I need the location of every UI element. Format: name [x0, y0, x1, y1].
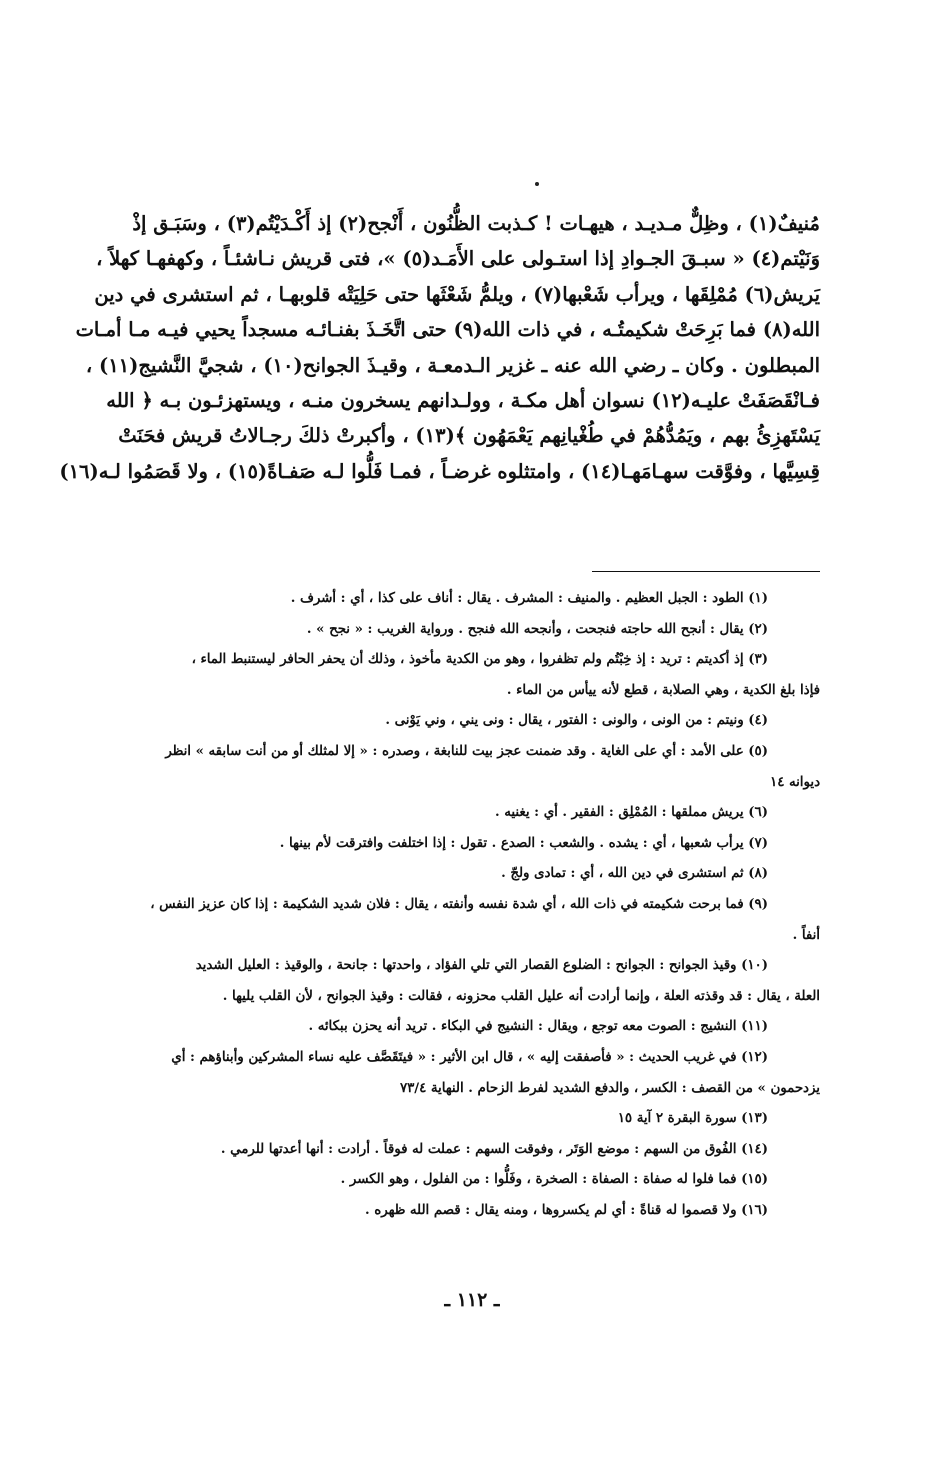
main-text-line: قِسِيَّها ، وفوَّقت سهـامَهـا(١٤) ، وامتثلوه غرضـاً ، فمـا فَلُّوا لـه صَفـاةً(١٥) ، ولا قَصَمُوا لـه(١٦) — [59, 459, 820, 483]
main-text-line: يَريش(٦) مُمْلِقَها ، ويرأب شَعْبها(٧) ، ويلمُّ شَعْثَها حتى حَلِيَتْه قلوبهـا ، ثم استشرى في دين — [94, 282, 820, 306]
main-text-line: وَنَيْتم(٤) « سبـقَ الجـوادِ إذا استـولى على الأَمَـد(٥) »، فتى قريش نـاشئـاً ، وكهفهـا كهلاً ، — [96, 247, 820, 271]
footnote: (١١) النشيج : الصوت معه توجع ، ويقال : النشيج في البكاء . تريد أنه يحزن ببكائه . — [308, 1019, 768, 1035]
footnote: (٨) ثم استشرى في دين الله ، أي : تمادى ولجّ . — [501, 866, 768, 882]
footnote: (١٤) الفُوق من السهم : موضع الوَتَر ، وفوقت السهم : عملت له فوقاً . أرادت : أنها أعدتها للرمي . — [220, 1141, 768, 1157]
footnotes-section — [104, 584, 820, 1226]
footnote: (٦) يريش مملقها : المُمْلِق : الفقير . أي : يغنيه . — [495, 805, 768, 821]
footnote: (٥) على الأمد : أي على الغاية . وقد ضمنت عجز بيت للنابغة ، وصدره : « إلا لمثلك أو من أنت سابقه » انظر — [165, 743, 768, 759]
footnote: (١٥) فما فلوا له صفاة : الصفاة : الصخرة ، وفَلُّوا : من الفلول ، وهو الكسر . — [340, 1172, 768, 1188]
main-text-line: المبطلون . وكان ـ رضي الله عنه ـ غزير الـدمعـة ، وقيـذَ الجوانح(١٠) ، شجيَّ النَّشيج(١١) ، — [85, 353, 820, 377]
main-text-line: مُنيفٌ(١) ، وظِلٌّ مـديـد ، هيهـات ! كـذبت الظُّنُون ، أَنْجح(٢) إذ أَكْـدَيْتُم(٣) ، وسَبَـق إذْ — [132, 212, 820, 235]
main-text-line: الله(٨) فما بَرِحَتْ شكيمتُـه ، في ذات الله(٩) حتى اتَّخَـذَ بفنـائـه مسجداً يحيي فيـه مـا أمـات — [75, 318, 820, 342]
footnote-continuation: العلة ، يقال : قد وقذته العلة ، وإنما أرادت أنه عليل القلب محزونه ، فقالت : وقيذ الجوانح ، لأن القلب يليها . — [222, 988, 820, 1004]
footnote: (١٣) سورة البقرة ٢ آية ١٥ — [617, 1111, 768, 1127]
footnote-continuation: ديوانه ١٤ — [770, 774, 820, 790]
footnote: (١) الطود : الجبل العظيم . والمنيف : المشرف . يقال : أناف على كذا ، أي : أشرف . — [290, 591, 768, 606]
footnote: (١٠) وقيذ الجوانح : الجوانح : الضلوع القصار التي تلي الفؤاد ، واحدتها : جانحة ، والوقيذ : العليل الشديد — [195, 958, 768, 974]
footnote: (١٢) في غريب الحديث : « فأصفقت إليه » ، قال ابن الأثير : « فيتَقَصَّف عليه نساء المشركين وأبناؤهم : أي — [171, 1049, 768, 1065]
footnote: (٣) إذ أكديتم : تريد : إذ خِبْتُم ولم تظفروا ، وهو من الكدية مأخوذ ، وذلك أن يحفر الحافر ليستنبط الماء ، — [191, 652, 768, 668]
ink-dot — [535, 182, 539, 186]
main-text-line: يَسْتَهزِئُ بهم ، ويَمُدُّهُمْ في طُغْيانِهم يَعْمَهُون ﴾(١٣) ، وأكبرتْ ذلكَ رجـالاتُ قريش فحَنَتْ — [118, 424, 820, 448]
footnote: (١٦) ولا قصموا له قناةً : أي لم يكسروها ، ومنه يقال : قصم الله ظهره . — [365, 1202, 768, 1218]
footnote-separator-rule — [592, 571, 820, 572]
footnote-continuation: أنفاً . — [792, 927, 820, 943]
main-text-line: فـانْقَصَفَتْ عليـه(١٢) نسوان أهل مكـة ، وولـدانهم يسخرون منـه ، ويستهزئـون بـه ﴿ الله — [106, 388, 820, 412]
footnote-continuation: فإذا بلغ الكدية ، وهي الصلابة ، قطع لأنه ييأس من الماء . — [506, 682, 820, 698]
footnote: (٤) ونيتم : من الونى ، والونى : الفتور ، يقال : ونى يني ، وني يَوْنى . — [385, 713, 768, 729]
footnote: (٢) يقال : أنجح الله حاجته فنجحت ، وأنجحه الله فنجح . ورواية الغريب : « نجح » . — [306, 621, 768, 637]
page-number: ـ ١١٢ ـ — [444, 1289, 500, 1311]
footnote-continuation: يزدحمون » من القصف : الكسر ، والدفع الشديد لفرط الزحام . النهاية ٧٣/٤ — [399, 1080, 820, 1096]
footnote: (٧) يرأب شعبها ، أي : يشده . والشعب : الصدع . تقول : إذا اختلفت وافترقت لأم بينها . — [279, 835, 768, 851]
main-body-text — [59, 206, 820, 489]
footnote: (٩) فما برحت شكيمته في ذات الله ، أي شدة نفسه وأنفته ، يقال : فلان شديد الشكيمة : إذا كان عزيز النفس ، — [150, 896, 768, 912]
